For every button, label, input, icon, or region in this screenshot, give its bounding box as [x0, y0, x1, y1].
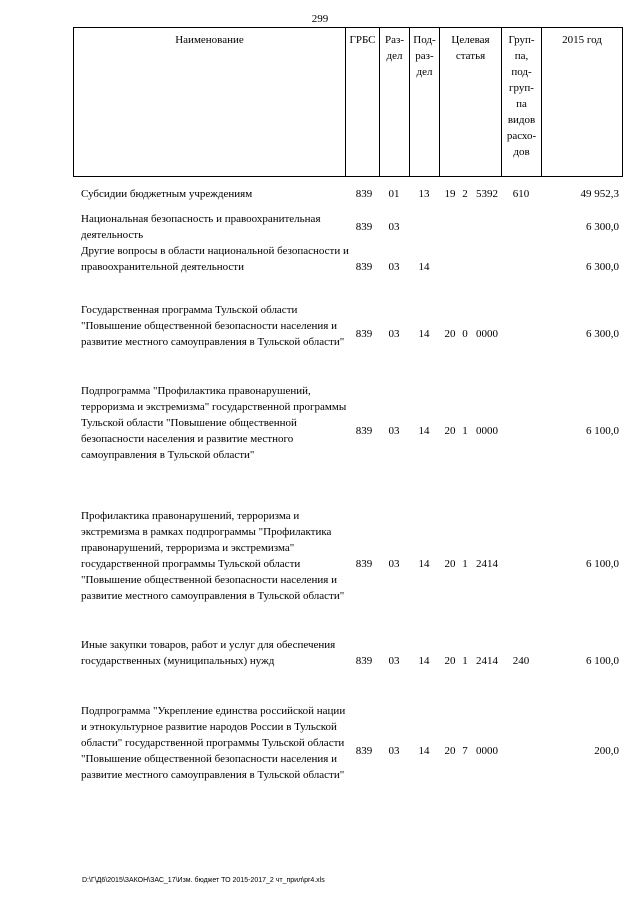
row-grbs: 839 [355, 558, 373, 570]
header-podrazdel: Под- раз- дел [410, 28, 440, 176]
row-target-program: 20 [444, 425, 456, 437]
row-expense-group: 240 [512, 655, 530, 667]
row-target-direction: 0000 [476, 328, 498, 340]
row-target-subprogram: 0 [462, 328, 468, 340]
header-name: Наименование [74, 28, 346, 176]
row-podrazdel: 13 [418, 188, 430, 200]
row-expense-group: 610 [512, 188, 530, 200]
row-name: Подпрограмма "Укрепление единства российской нации и этнокультурное развитие народов России в Тульской области" государственной программы Тульской области "Повышение общественной безопасности населения и развитие местного самоуправления в Тульской области" [81, 705, 346, 781]
row-podrazdel: 14 [418, 425, 430, 437]
row-target-direction: 0000 [476, 745, 498, 757]
row-razdel: 03 [388, 261, 400, 273]
row-target-direction: 0000 [476, 425, 498, 437]
table-row [73, 383, 621, 479]
row-amount: 200,0 [594, 745, 619, 757]
row-target-program: 20 [444, 655, 456, 667]
row-name: Другие вопросы в области национальной безопасности и правоохранительной деятельности [81, 245, 349, 273]
row-target-program: 19 [444, 188, 456, 200]
row-podrazdel: 14 [418, 745, 430, 757]
row-name: Профилактика правонарушений, терроризма и экстремизма в рамках подпрограммы "Профилактика правонарушений, терроризма и экстремизма" государственной программы Тульской области "Повышение общественной безопасности населения и развитие местного самоуправления в Тульской области" [81, 510, 345, 602]
row-name: Субсидии бюджетным учреждениям [81, 188, 253, 200]
row-name: Иные закупки товаров, работ и услуг для обеспечения государственных (муниципальных) нужд [81, 639, 336, 667]
row-amount: 6 300,0 [586, 221, 619, 233]
row-target-subprogram: 7 [462, 745, 468, 757]
row-razdel: 03 [388, 221, 400, 233]
row-podrazdel: 14 [418, 655, 430, 667]
header-grbs: ГРБС [346, 28, 380, 176]
row-podrazdel: 14 [418, 328, 430, 340]
row-grbs: 839 [355, 425, 373, 437]
row-amount: 6 100,0 [586, 655, 619, 667]
row-target-subprogram: 2 [462, 188, 468, 200]
table-row [73, 211, 621, 243]
row-razdel: 03 [388, 558, 400, 570]
row-target-subprogram: 1 [462, 558, 468, 570]
row-amount: 6 100,0 [586, 425, 619, 437]
row-grbs: 839 [355, 328, 373, 340]
row-amount: 6 300,0 [586, 328, 619, 340]
row-podrazdel: 14 [418, 558, 430, 570]
row-razdel: 03 [388, 328, 400, 340]
row-razdel: 03 [388, 745, 400, 757]
row-target-direction: 2414 [476, 655, 498, 667]
row-razdel: 03 [388, 425, 400, 437]
row-podrazdel: 14 [418, 261, 430, 273]
header-razdel: Раз- дел [380, 28, 410, 176]
row-razdel: 01 [388, 188, 400, 200]
row-target-subprogram: 1 [462, 655, 468, 667]
row-grbs: 839 [355, 745, 373, 757]
row-razdel: 03 [388, 655, 400, 667]
table-row [73, 637, 621, 685]
table-header [73, 27, 623, 177]
row-amount: 6 300,0 [586, 261, 619, 273]
row-grbs: 839 [355, 188, 373, 200]
table-row [73, 508, 621, 620]
row-name: Государственная программа Тульской области "Повышение общественной безопасности населения и развитие местного самоуправления в Тульской области" [81, 304, 345, 348]
row-target-direction: 5392 [476, 188, 498, 200]
row-target-program: 20 [444, 558, 456, 570]
row-target-direction: 2414 [476, 558, 498, 570]
row-amount: 49 952,3 [580, 188, 619, 200]
table-row [73, 302, 621, 366]
header-expense-group: Груп- па, под- груп- па видов расхо- дов [502, 28, 542, 176]
table-row [73, 703, 621, 799]
page-number: 299 [311, 13, 329, 25]
row-name: Национальная безопасность и правоохранительная деятельность [81, 213, 321, 241]
row-amount: 6 100,0 [586, 558, 619, 570]
header-target-article: Целевая статья [440, 28, 502, 176]
header-year: 2015 год [562, 34, 602, 46]
row-target-subprogram: 1 [462, 425, 468, 437]
row-grbs: 839 [355, 261, 373, 273]
row-name: Подпрограмма "Профилактика правонарушений, терроризма и экстремизма" государственной программы Тульской области "Повышение общественной безопасности населения и развитие местного самоуправления в Тульской области" [81, 385, 347, 461]
row-target-program: 20 [444, 328, 456, 340]
row-grbs: 839 [355, 655, 373, 667]
file-path-footer: D:\Г\Д6\2015\ЗАКОН\ЗАС_17\Изм. бюджет ТО 2015-2017_2 чт_прил\pr4.xls [82, 877, 325, 884]
row-target-program: 20 [444, 745, 456, 757]
table-row [73, 186, 621, 202]
row-grbs: 839 [355, 221, 373, 233]
table-row [73, 243, 621, 291]
